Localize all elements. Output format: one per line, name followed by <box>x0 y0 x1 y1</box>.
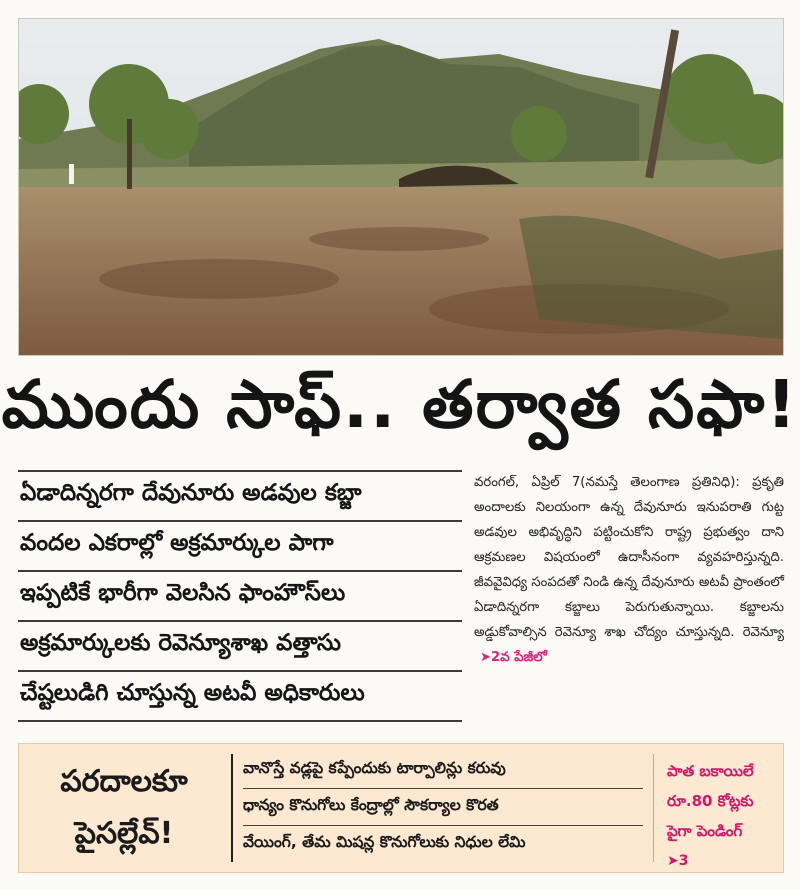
subhead-item: అక్రమార్కులకు రెవెన్యూశాఖ వత్తాసు <box>18 622 462 672</box>
subhead-item: ఏడాదిన్నరగా దేవునూరు అడవుల కబ్జా <box>18 470 462 522</box>
pending-dues-box <box>667 756 779 876</box>
subhead-item: ఇప్పటికే భారీగా వెలసిన ఫాంహౌస్‌లు <box>18 572 462 622</box>
strip-headline-line: పైసల్లేవ్‌! <box>74 816 174 851</box>
strip-headline <box>19 744 229 872</box>
strip-point: వానొస్తే వడ్లపై కప్పేందుకు టార్పాలిన్లు కరువు <box>243 752 643 789</box>
pending-dues-line: పాత బకాయిలే <box>667 762 754 780</box>
subhead-item: వందల ఎకరాల్లో అక్రమార్కుల పాగా <box>18 522 462 572</box>
strip-divider <box>231 754 233 862</box>
pending-dues-line: పైగా పెండింగ్‌ <box>667 822 743 840</box>
pending-dues-line: రూ.80 కోట్లకు <box>667 792 754 810</box>
subhead-item: చేష్టలుడిగి చూస్తున్న అటవీ అధికారులు <box>18 672 462 722</box>
story-body <box>474 470 784 670</box>
strip-point: ధాన్యం కొనుగోలు కేంద్రాల్లో సౌకర్యాల కొరత <box>243 789 643 826</box>
continued-on-page-2-link[interactable]: ➤2వ పేజీలో <box>480 650 547 665</box>
main-headline: ముందు సాఫ్‌.. తర్వాత సఫా! <box>1 365 799 443</box>
strip-headline-line: పరదాలకూ <box>60 764 188 799</box>
page-3-link[interactable]: ➤3 <box>667 853 689 869</box>
strip-point: వేయింగ్‌, తేమ మిషన్ల కొనుగోలుకు నిధుల లేమి <box>243 833 526 851</box>
landscape-photo <box>19 19 783 355</box>
strip-divider <box>653 754 654 862</box>
story-dateline: వరంగల్‌, ఏప్రిల్‌ 7(నమస్తే తెలంగాణ ప్రతినిధి): <box>474 475 740 490</box>
news-photo <box>18 18 784 356</box>
story-text: ప్రకృతి అందాలకు నిలయంగా ఉన్న దేవునూరు ఇనుపరాతి గుట్ట అడవుల అభివృద్ధిని పట్టించుకోని రాష్ట్ర ప్రభుత్వం దాని ఆక్రమణల విషయంలో ఉదాసీనంగా వ్యవహరిస్తున్నది. జీవవైవిధ్య సంపదతో నిండి ఉన్న దేవునూరు అటవీ ప్రాంతంలో ఏడాదిన్నరగా కబ్జాలు పెరుగుతున్నాయి. కబ్జాలను అడ్డుకోవాల్సిన రెవెన్యూ శాఖ చోద్యం చూస్తున్నది. రెవెన్యూ <box>474 475 784 640</box>
bottom-news-strip <box>18 743 784 873</box>
subhead-list <box>18 470 462 722</box>
strip-points <box>243 752 643 862</box>
